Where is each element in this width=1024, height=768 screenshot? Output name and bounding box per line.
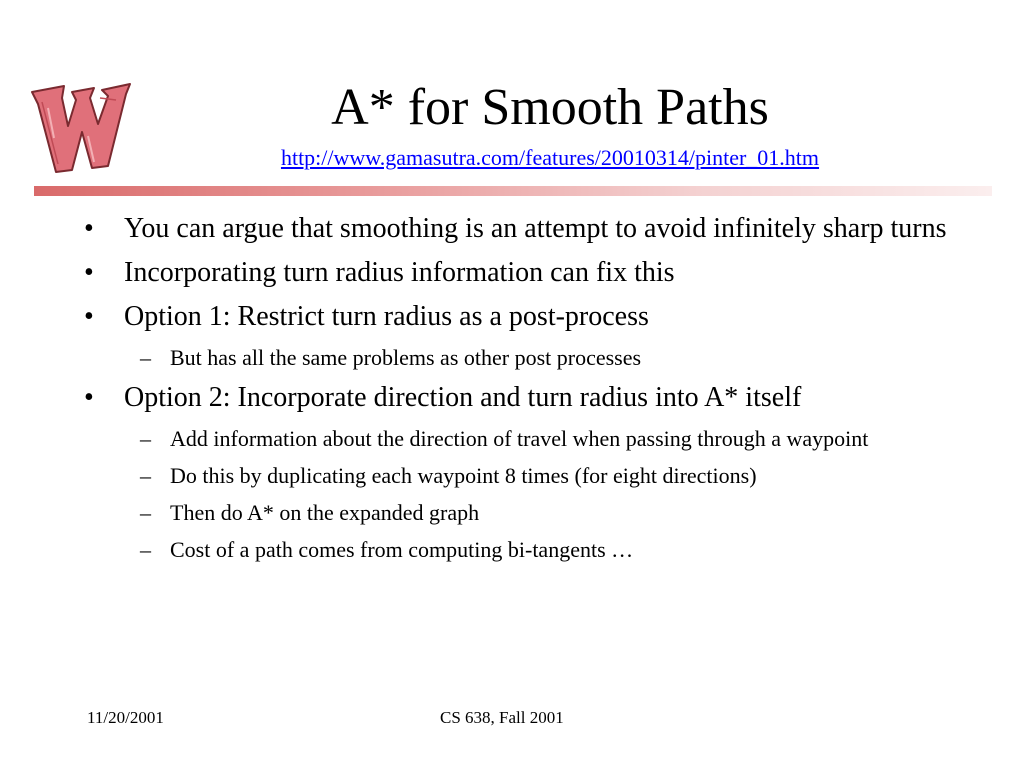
footer-course: CS 638, Fall 2001	[440, 708, 564, 727]
slide-title: A* for Smooth Paths	[331, 79, 769, 136]
bullet-text: You can argue that smoothing is an attempt to avoid infinitely sharp turns	[124, 213, 947, 244]
sub-bullet-text: But has all the same problems as other post processes	[170, 345, 642, 370]
sub-bullet-text: Add information about the direction of travel when passing through a waypoint	[170, 426, 869, 451]
bullet-item	[82, 379, 982, 417]
sub-bullet-item	[82, 534, 950, 565]
sub-bullet-item	[82, 342, 950, 373]
sub-bullet-marker: –	[140, 345, 151, 370]
bullet-marker: •	[84, 213, 94, 244]
sub-bullet-item	[82, 423, 950, 454]
source-link[interactable]: http://www.gamasutra.com/features/20010314/pinter_01.htm	[280, 145, 820, 170]
sub-bullet-marker: –	[140, 500, 151, 525]
footer-date: 11/20/2001	[87, 708, 164, 727]
sub-bullet-marker: –	[140, 426, 151, 451]
bullet-list	[82, 210, 982, 565]
sub-bullet-item	[82, 497, 950, 528]
bullet-marker: •	[84, 257, 94, 288]
bullet-text: Incorporating turn radius information can fix this	[124, 257, 675, 288]
w-logo-icon	[28, 78, 134, 176]
bullet-text: Option 1: Restrict turn radius as a post-process	[124, 301, 649, 332]
title-divider	[34, 186, 992, 196]
sub-bullet-text: Do this by duplicating each waypoint 8 times (for eight directions)	[170, 463, 757, 488]
bullet-text: Option 2: Incorporate direction and turn radius into A* itself	[124, 382, 802, 413]
sub-bullet-text: Cost of a path comes from computing bi-tangents …	[170, 537, 634, 562]
sub-bullet-item	[82, 460, 950, 491]
bullet-item	[82, 254, 982, 292]
sub-bullet-marker: –	[140, 537, 151, 562]
sub-bullet-text: Then do A* on the expanded graph	[170, 500, 480, 525]
bullet-marker: •	[84, 301, 94, 332]
bullet-item	[82, 210, 982, 248]
sub-bullet-marker: –	[140, 463, 151, 488]
bullet-marker: •	[84, 382, 94, 413]
bullet-item	[82, 298, 982, 336]
